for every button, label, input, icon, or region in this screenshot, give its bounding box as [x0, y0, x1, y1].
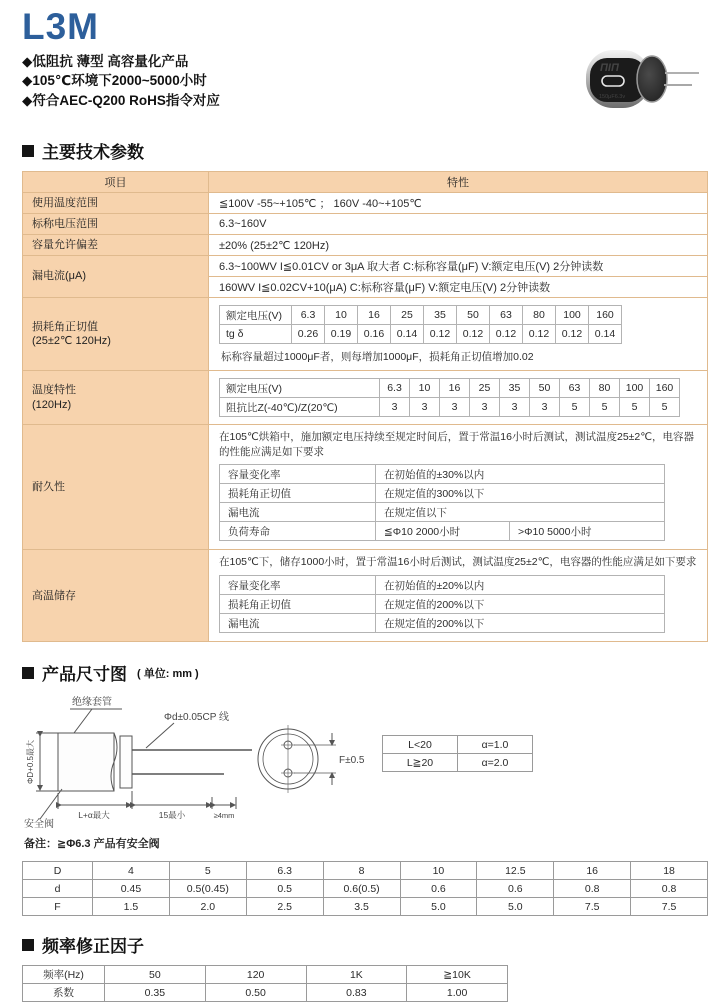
- table-row: [23, 193, 708, 214]
- freq-cell: 1.00: [407, 984, 508, 1002]
- leakage-spec-line2: 160WV I≦0.02CV+10(μA) C:标称容量(μF) V:额定电压(V) 2分钟读数: [209, 277, 708, 298]
- temp-char-voltage-cell: 35: [500, 379, 530, 398]
- capacitor-body-outline: [58, 733, 114, 791]
- spec-value: 在初始值的±20%以内: [376, 576, 665, 595]
- dimension-drawing: [22, 693, 370, 831]
- load-life-small: ≦Φ10 2000小时: [376, 522, 510, 541]
- lead-tip-label: ≥4mm: [213, 811, 235, 821]
- table-row: [23, 425, 708, 550]
- table-row: [383, 754, 533, 772]
- tand-cell: [209, 298, 708, 371]
- row-label: [23, 371, 209, 425]
- body-length-label: L+α最大: [78, 810, 110, 821]
- freq-row-header: 系数: [23, 984, 105, 1002]
- frequency-table: [22, 965, 508, 1002]
- ddf-cell: 4: [93, 862, 170, 880]
- column-header-spec: 特性: [209, 172, 708, 193]
- freq-cell: ≧10K: [407, 966, 508, 984]
- table-row: [220, 522, 665, 541]
- row-label: 高温储存: [23, 550, 209, 642]
- tand-voltage-cell: 25: [391, 306, 424, 325]
- body-diameter-label: ΦD+0.5最大: [26, 740, 35, 785]
- lead-wire-label: Φd±0.05CP 线: [164, 712, 229, 724]
- section-heading-dimensions: [22, 660, 710, 685]
- ddf-cell: 6.3: [246, 862, 323, 880]
- ddf-row-header: d: [23, 880, 93, 898]
- feature-item: ◆符合AEC-Q200 RoHS指令对应: [22, 92, 220, 108]
- tech-parameters-table: [22, 171, 708, 642]
- tand-value-cell: 0.12: [523, 325, 556, 344]
- tand-value-cell: 0.12: [457, 325, 490, 344]
- ddf-cell: 12.5: [477, 862, 554, 880]
- ddf-cell: 0.8: [554, 880, 631, 898]
- capacitor-photo: [580, 38, 702, 120]
- ddf-cell: 16: [554, 862, 631, 880]
- temp-char-voltage-label: 额定电压(V): [220, 379, 380, 398]
- table-row: [23, 984, 508, 1002]
- ddf-row-header: D: [23, 862, 93, 880]
- section-marker: [22, 145, 34, 157]
- table-row: [220, 595, 665, 614]
- row-label-line2: (120Hz): [32, 398, 72, 411]
- temp-char-voltage-cell: 80: [590, 379, 620, 398]
- temp-char-table: [219, 378, 680, 417]
- table-row: [220, 379, 680, 398]
- alpha-table: [382, 735, 533, 772]
- ddf-cell: 0.6(0.5): [323, 880, 400, 898]
- freq-cell: 0.35: [105, 984, 206, 1002]
- table-row: [220, 465, 665, 484]
- ddf-cell: 0.5(0.45): [169, 880, 246, 898]
- spec-name: 损耗角正切值: [220, 595, 376, 614]
- alpha-value: α=1.0: [458, 736, 533, 754]
- freq-cell: 1K: [306, 966, 407, 984]
- ddf-cell: 0.45: [93, 880, 170, 898]
- ddf-cell: 18: [631, 862, 708, 880]
- impedance-ratio-cell: 3: [410, 398, 440, 417]
- temp-char-voltage-cell: 100: [620, 379, 650, 398]
- section-marker: [22, 667, 34, 679]
- tand-note: 标称容量超过1000μF者，则每增加1000μF，损耗角正切值增加0.02: [221, 351, 534, 363]
- spec-value: 在规定值的300%以下: [376, 484, 665, 503]
- ddf-cell: 2.0: [169, 898, 246, 916]
- table-row: [23, 898, 708, 916]
- section-title: 频率修正因子: [42, 937, 144, 957]
- spec-name: 容量变化率: [220, 576, 376, 595]
- endurance-cell: [209, 425, 708, 550]
- load-life-large: >Φ10 5000小时: [510, 522, 665, 541]
- spec-name: 损耗角正切值: [220, 484, 376, 503]
- dimension-diagram-row: [22, 693, 710, 831]
- tand-voltage-cell: 80: [523, 306, 556, 325]
- tand-value-cell: 0.26: [292, 325, 325, 344]
- table-row: [23, 862, 708, 880]
- section-title: 主要技术参数: [42, 143, 144, 162]
- ddf-cell: 1.5: [93, 898, 170, 916]
- tand-voltage-label: 额定电压(V): [220, 306, 292, 325]
- tand-value-cell: 0.12: [424, 325, 457, 344]
- storage-table: [219, 575, 665, 633]
- tand-voltage-cell: 16: [358, 306, 391, 325]
- spec-name: 容量变化率: [220, 465, 376, 484]
- spec-value: 在规定值以下: [376, 503, 665, 522]
- feature-item: ◆105℃环境下2000~5000小时: [22, 73, 207, 89]
- table-row: [23, 966, 508, 984]
- table-header-row: [23, 172, 708, 193]
- spec-name: 漏电流: [220, 503, 376, 522]
- tand-voltage-cell: 35: [424, 306, 457, 325]
- impedance-ratio-cell: 3: [440, 398, 470, 417]
- ddf-cell: 3.5: [323, 898, 400, 916]
- freq-cell: 0.83: [306, 984, 407, 1002]
- tand-value-label: tg δ: [220, 325, 292, 344]
- row-label: [23, 298, 209, 371]
- table-row: [23, 371, 708, 425]
- row-label: 容量允许偏差: [23, 235, 209, 256]
- capacitor-brand-text: ΠΙΠ: [600, 62, 619, 74]
- capacitor-caption: 150μF6.3v: [599, 94, 626, 100]
- row-label: 漏电流(μA): [23, 256, 209, 298]
- temp-char-voltage-cell: 160: [650, 379, 680, 398]
- page-title: L3M: [22, 6, 99, 47]
- table-row: [220, 614, 665, 633]
- section-heading-frequency: [22, 932, 710, 957]
- freq-row-header: 频率(Hz): [23, 966, 105, 984]
- row-label: 标称电压范围: [23, 214, 209, 235]
- lead-length-label: 15最小: [158, 810, 186, 821]
- endurance-intro: 在105℃烘箱中，施加额定电压持续至规定时间后，置于常温16小时后测试，测试温度25±2℃，电容器的性能应满足如下要求: [219, 431, 695, 458]
- ddf-table: [22, 861, 708, 916]
- alpha-condition: L≧20: [383, 754, 458, 772]
- impedance-ratio-cell: 5: [620, 398, 650, 417]
- tand-value-cell: 0.14: [589, 325, 622, 344]
- tand-voltage-cell: 63: [490, 306, 523, 325]
- temp-char-voltage-cell: 63: [560, 379, 590, 398]
- leakage-spec-line1: 6.3~100WV I≦0.01CV or 3μA 取大者 C:标称容量(μF) V:额定电压(V) 2分钟读数: [209, 256, 708, 277]
- freq-cell: 50: [105, 966, 206, 984]
- row-value: ±20% (25±2℃ 120Hz): [209, 235, 708, 256]
- spec-name: 负荷寿命: [220, 522, 376, 541]
- header: [22, 8, 710, 126]
- row-value: 6.3~160V: [209, 214, 708, 235]
- temp-char-voltage-cell: 25: [470, 379, 500, 398]
- column-header-item: 项目: [23, 172, 209, 193]
- impedance-ratio-cell: 3: [380, 398, 410, 417]
- temp-char-voltage-cell: 50: [530, 379, 560, 398]
- row-label: 耐久性: [23, 425, 209, 550]
- tand-voltage-cell: 6.3: [292, 306, 325, 325]
- impedance-ratio-cell: 5: [590, 398, 620, 417]
- row-label-line1: 损耗角正切值: [32, 320, 98, 333]
- impedance-ratio-cell: 3: [530, 398, 560, 417]
- tand-value-cell: 0.16: [358, 325, 391, 344]
- capacitor-end-face: [637, 56, 667, 102]
- f-dimension-label: F±0.5: [339, 755, 365, 767]
- ddf-cell: 2.5: [246, 898, 323, 916]
- ddf-cell: 0.8: [631, 880, 708, 898]
- ddf-cell: 8: [323, 862, 400, 880]
- feature-item: ◆低阻抗 薄型 高容量化产品: [22, 53, 189, 69]
- sleeve-label: 绝缘套管: [72, 697, 112, 709]
- impedance-ratio-cell: 5: [650, 398, 680, 417]
- tand-value-cell: 0.14: [391, 325, 424, 344]
- ddf-cell: 0.6: [477, 880, 554, 898]
- table-row: [23, 256, 708, 277]
- temp-char-cell: [209, 371, 708, 425]
- table-row: [220, 503, 665, 522]
- freq-cell: 0.50: [205, 984, 306, 1002]
- impedance-ratio-cell: 3: [470, 398, 500, 417]
- row-value: ≦100V -55~+105℃ ； 160V -40~+105℃: [209, 193, 708, 214]
- section-title: 产品尺寸图: [42, 665, 127, 685]
- section-marker: [22, 939, 34, 951]
- table-row: [23, 550, 708, 642]
- ddf-row-header: F: [23, 898, 93, 916]
- section-heading-tech: [22, 138, 710, 163]
- table-row: [23, 214, 708, 235]
- ddf-cell: 5.0: [477, 898, 554, 916]
- temp-char-voltage-cell: 16: [440, 379, 470, 398]
- row-label-line2: (25±2℃ 120Hz): [32, 335, 111, 347]
- endurance-table: [219, 464, 665, 541]
- spec-name: 漏电流: [220, 614, 376, 633]
- table-row: [23, 880, 708, 898]
- spec-value: 在规定值的200%以下: [376, 614, 665, 633]
- impedance-ratio-label: 阻抗比Z(-40℃)/Z(20℃): [220, 398, 380, 417]
- dimension-note: 备注：≧Φ6.3 产品有安全阀: [24, 838, 160, 851]
- row-label: 使用温度范围: [23, 193, 209, 214]
- spec-value: 在规定值的200%以下: [376, 595, 665, 614]
- table-row: [220, 306, 622, 325]
- impedance-ratio-cell: 3: [500, 398, 530, 417]
- table-row: [220, 398, 680, 417]
- storage-intro: 在105℃下，储存1000小时，置于常温16小时后测试，测试温度25±2℃，电容器的性能应满足如下要求: [219, 556, 697, 569]
- tand-voltage-cell: 10: [325, 306, 358, 325]
- safety-valve-label: 安全阀: [24, 819, 54, 831]
- alpha-value: α=2.0: [458, 754, 533, 772]
- table-row: [220, 484, 665, 503]
- ddf-cell: 0.6: [400, 880, 477, 898]
- tand-voltage-cell: 50: [457, 306, 490, 325]
- spec-value: 在初始值的±30%以内: [376, 465, 665, 484]
- impedance-ratio-cell: 5: [560, 398, 590, 417]
- table-row: [23, 235, 708, 256]
- ddf-cell: 7.5: [631, 898, 708, 916]
- table-row: [383, 736, 533, 754]
- storage-cell: [209, 550, 708, 642]
- ddf-cell: 0.5: [246, 880, 323, 898]
- tand-value-cell: 0.12: [490, 325, 523, 344]
- ddf-cell: 5.0: [400, 898, 477, 916]
- unit-note: ( 单位: mm ): [137, 667, 199, 680]
- table-row: [220, 325, 622, 344]
- tand-voltage-cell: 160: [589, 306, 622, 325]
- table-row: [220, 576, 665, 595]
- alpha-condition: L<20: [383, 736, 458, 754]
- table-row: [23, 298, 708, 371]
- temp-char-voltage-cell: 6.3: [380, 379, 410, 398]
- ddf-cell: 7.5: [554, 898, 631, 916]
- tand-voltage-cell: 100: [556, 306, 589, 325]
- temp-char-voltage-cell: 10: [410, 379, 440, 398]
- tand-value-cell: 0.12: [556, 325, 589, 344]
- tand-value-cell: 0.19: [325, 325, 358, 344]
- ddf-cell: 5: [169, 862, 246, 880]
- freq-cell: 120: [205, 966, 306, 984]
- ddf-cell: 10: [400, 862, 477, 880]
- row-label-line1: 温度特性: [32, 384, 76, 397]
- tand-table: [219, 305, 622, 344]
